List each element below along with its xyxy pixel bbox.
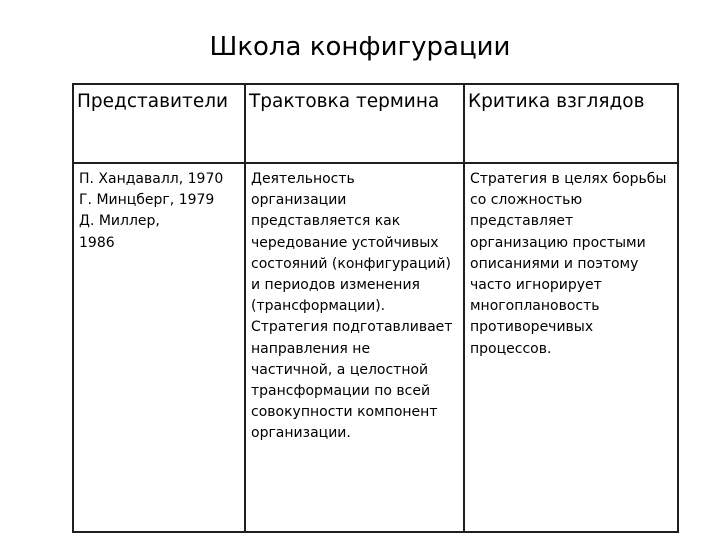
text-line: Г. Минцберг, 1979	[79, 192, 215, 209]
text-line: представляется как	[251, 213, 401, 230]
text-line: организации	[251, 192, 347, 209]
text-line: совокупности компонент	[251, 404, 438, 421]
text-line: многоплановость	[470, 298, 600, 315]
text-line: и периодов изменения	[251, 277, 420, 294]
text-line: часто игнорирует	[470, 277, 602, 294]
text-line: (трансформации).	[251, 298, 386, 315]
text-line: трансформации по всей	[251, 383, 431, 400]
header-critique: Критика взглядов	[464, 84, 678, 163]
header-representatives: Представители	[73, 84, 245, 163]
header-term-interpretation: Трактовка термина	[245, 84, 464, 163]
text-line: Стратегия подготавливает	[251, 319, 453, 336]
text-line: представляет	[470, 213, 574, 230]
text-line: частичной, а целостной	[251, 361, 429, 378]
configuration-school-table	[72, 83, 679, 533]
text-line: чередование устойчивых	[251, 234, 439, 251]
header-row	[73, 84, 678, 163]
text-line: организации.	[251, 425, 351, 442]
text-line: организацию простыми	[470, 234, 646, 251]
cell-interpretation	[245, 163, 464, 532]
text-line: направления не	[251, 340, 371, 357]
slide-title: Школа конфигурации	[209, 32, 511, 62]
text-line: Стратегия в целях борьбы	[470, 171, 667, 187]
text-line: 1986	[79, 234, 115, 251]
text-line: П. Хандавалл, 1970	[79, 171, 224, 187]
text-line: Деятельность	[251, 171, 355, 187]
text-line: со сложностью	[470, 192, 583, 209]
table-row	[73, 163, 678, 532]
cell-representatives	[73, 163, 245, 532]
text-line: состояний (конфигураций)	[251, 255, 451, 272]
text-line: процессов.	[470, 340, 552, 357]
cell-critique	[464, 163, 678, 532]
text-line: описаниями и поэтому	[470, 255, 639, 272]
text-line: Д. Миллер,	[79, 213, 160, 230]
text-line: противоречивых	[470, 319, 594, 336]
